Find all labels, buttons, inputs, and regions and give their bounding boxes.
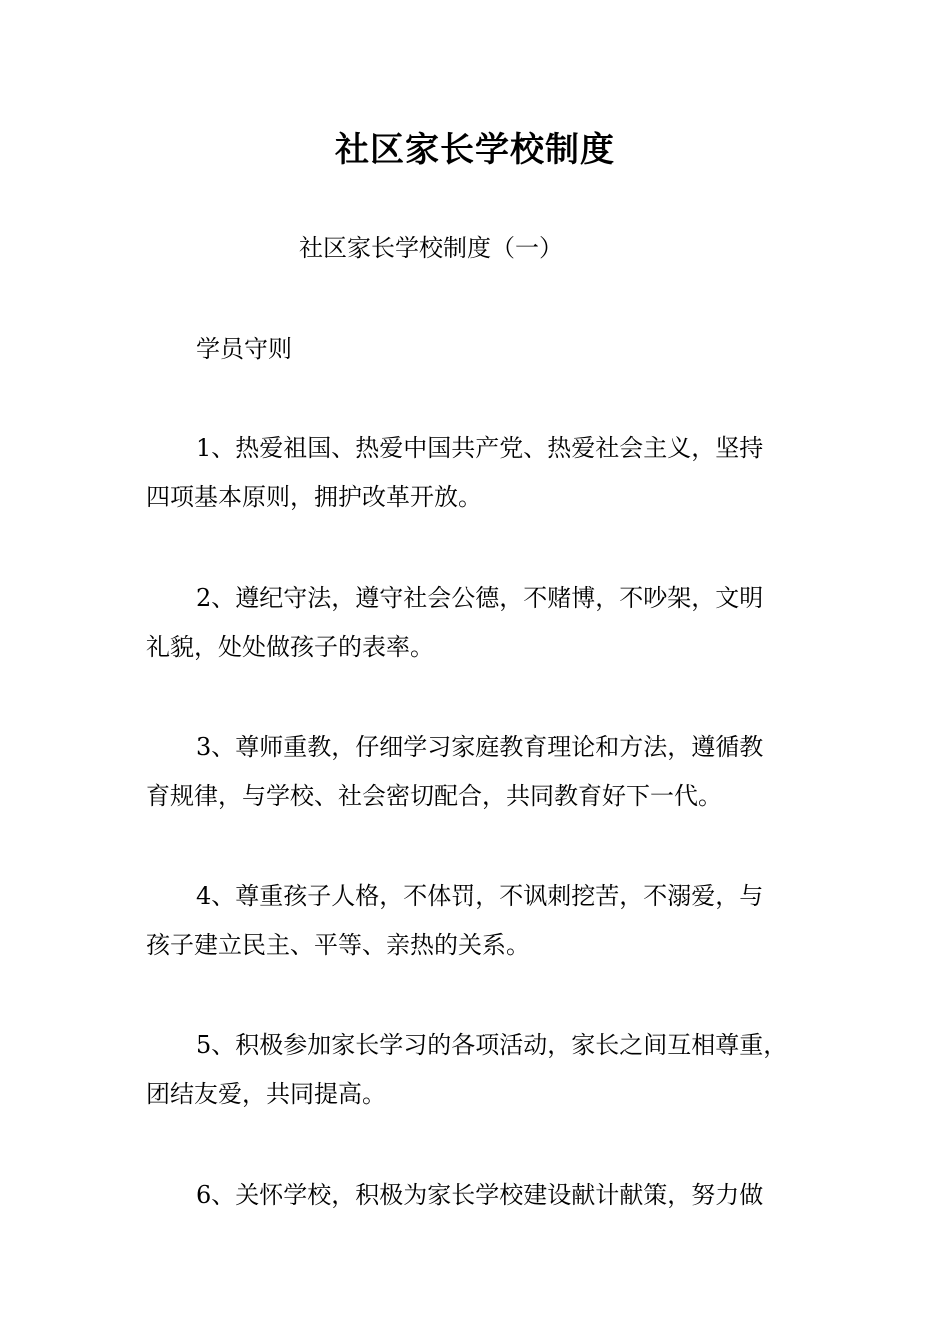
rule-paragraph-3 [146,723,836,821]
paragraph-line: 6、关怀学校，积极为家长学校建设献计献策，努力做 [196,1181,764,1209]
document-title: 社区家长学校制度 [335,130,615,170]
paragraph-line: 3、尊师重教，仔细学习家庭教育理论和方法，遵循教 [196,733,764,761]
paragraph-line: 4、尊重孩子人格，不体罚，不讽刺挖苦，不溺爱，与 [196,882,764,910]
paragraph-line: 孩子建立民主、平等、亲热的关系。 [146,931,530,959]
paragraph-line: 团结友爱，共同提高。 [146,1080,386,1108]
paragraph-line: 2、遵纪守法，遵守社会公德，不赌博，不吵架，文明 [196,584,764,612]
paragraph-line: 1、热爱祖国、热爱中国共产党、热爱社会主义，坚持 [196,434,764,462]
rule-paragraph-5 [146,1021,836,1119]
paragraph-line: 礼貌，处处做孩子的表率。 [146,633,434,661]
rule-paragraph-2 [146,574,836,672]
rule-paragraph-1 [146,424,836,522]
document-subtitle: 社区家长学校制度（一） [299,234,563,262]
paragraph-line: 5、积极参加家长学习的各项活动，家长之间互相尊重， [196,1031,788,1059]
rule-paragraph-4 [146,872,836,970]
rule-paragraph-6 [146,1171,836,1220]
paragraph-line: 育规律，与学校、社会密切配合，共同教育好下一代。 [146,782,722,810]
section-heading: 学员守则 [196,335,292,363]
paragraph-line: 四项基本原则，拥护改革开放。 [146,483,482,511]
